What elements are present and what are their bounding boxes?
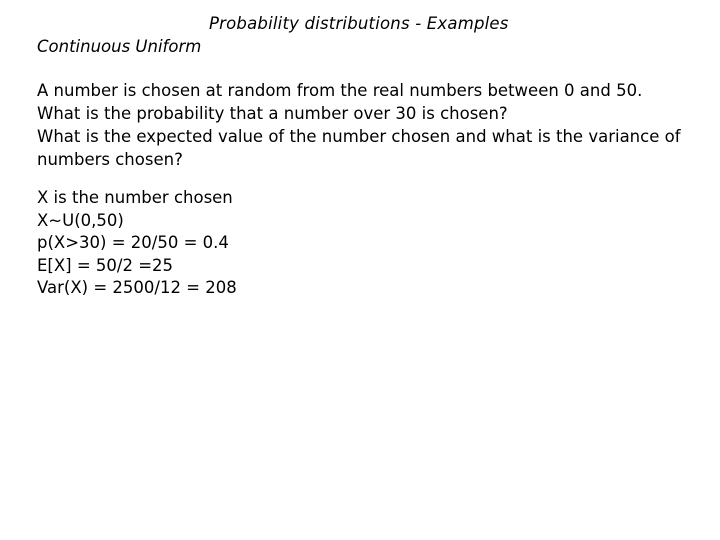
solution-line: Var(X) = 2500/12 = 208 bbox=[37, 278, 237, 297]
solution-line: X~U(0,50) bbox=[37, 210, 124, 230]
question-line: What is the probability that a number over 30 is chosen? bbox=[37, 104, 508, 123]
question-line: A number is chosen at random from the real numbers between 0 and 50. bbox=[37, 81, 643, 100]
question-line: numbers chosen? bbox=[37, 150, 183, 169]
question-line: What is the expected value of the number chosen and what is the variance of bbox=[37, 127, 681, 146]
slide-subtitle: Continuous Uniform bbox=[37, 37, 202, 56]
solution-line: X is the number chosen bbox=[37, 188, 233, 207]
solution-line: E[X] = 50/2 =25 bbox=[37, 255, 174, 275]
solution-text bbox=[37, 187, 237, 300]
slide-title: Probability distributions - Examples bbox=[209, 14, 509, 33]
question-text bbox=[37, 79, 707, 171]
solution-line: p(X>30) = 20/50 = 0.4 bbox=[37, 233, 229, 252]
